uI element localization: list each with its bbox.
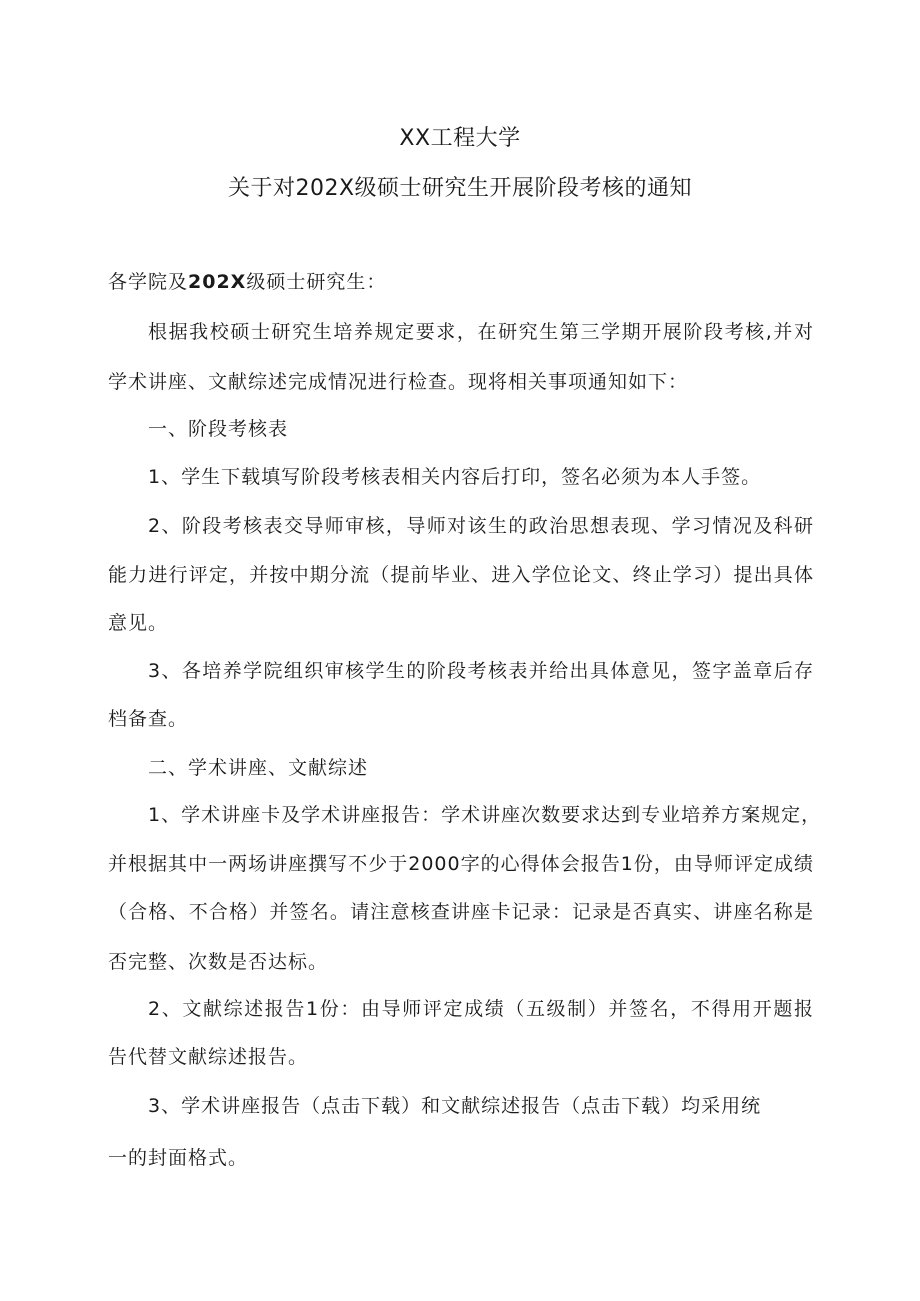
section2-heading: 二、学术讲座、文献综述 <box>148 757 369 779</box>
section1-item2-line2: 能力进行评定，并按中期分流（提前毕业、进入学位论文、终止学习）提出具体 <box>108 564 814 586</box>
section1-heading: 一、阶段考核表 <box>148 418 289 440</box>
section2-item2-line1: 2、文献综述报告1份：由导师评定成绩（五级制）并签名，不得用开题报 <box>148 998 814 1020</box>
section2-item2-line2: 告代替文献综述报告。 <box>108 1046 309 1068</box>
section2-item1-line1: 1、学术讲座卡及学术讲座报告：学术讲座次数要求达到专业培养方案规定， <box>148 804 822 826</box>
intro-line-1: 根据我校硕士研究生培养规定要求，在研究生第三学期开展阶段考核,并对 <box>148 321 814 343</box>
university-name: XX工程大学 <box>399 126 521 151</box>
notice-title: 关于对202X级硕士研究生开展阶段考核的通知 <box>227 176 693 201</box>
section2-item1-line3: （合格、不合格）并签名。请注意核查讲座卡记录：记录是否真实、讲座名称是 <box>108 901 814 923</box>
salutation-year: 202X <box>188 271 247 293</box>
salutation <box>108 268 386 296</box>
section2-item1-line4: 否完整、次数是否达标。 <box>108 951 329 973</box>
section1-item3-line1: 3、各培养学院组织审核学生的阶段考核表并给出具体意见，签字盖章后存 <box>148 660 814 682</box>
salutation-suffix: 级硕士研究生： <box>246 271 387 293</box>
section2-item3-line1: 3、学术讲座报告（点击下载）和文献综述报告（点击下载）均采用统 <box>148 1095 762 1117</box>
section1-item3-line2: 档备查。 <box>108 708 189 730</box>
section1-item2-line3: 意见。 <box>108 612 169 634</box>
salutation-prefix: 各学院及 <box>108 271 189 293</box>
section1-item1: 1、学生下载填写阶段考核表相关内容后打印，签名必须为本人手签。 <box>148 466 762 488</box>
section2-item3-line2: 一的封面格式。 <box>108 1147 249 1169</box>
section2-item1-line2: 并根据其中一两场讲座撰写不少于2000字的心得体会报告1份，由导师评定成绩 <box>108 853 814 875</box>
intro-line-2: 学术讲座、文献综述完成情况进行检查。现将相关事项通知如下： <box>108 371 689 393</box>
section1-item2-line1: 2、阶段考核表交导师审核，导师对该生的政治思想表现、学习情况及科研 <box>148 515 814 537</box>
